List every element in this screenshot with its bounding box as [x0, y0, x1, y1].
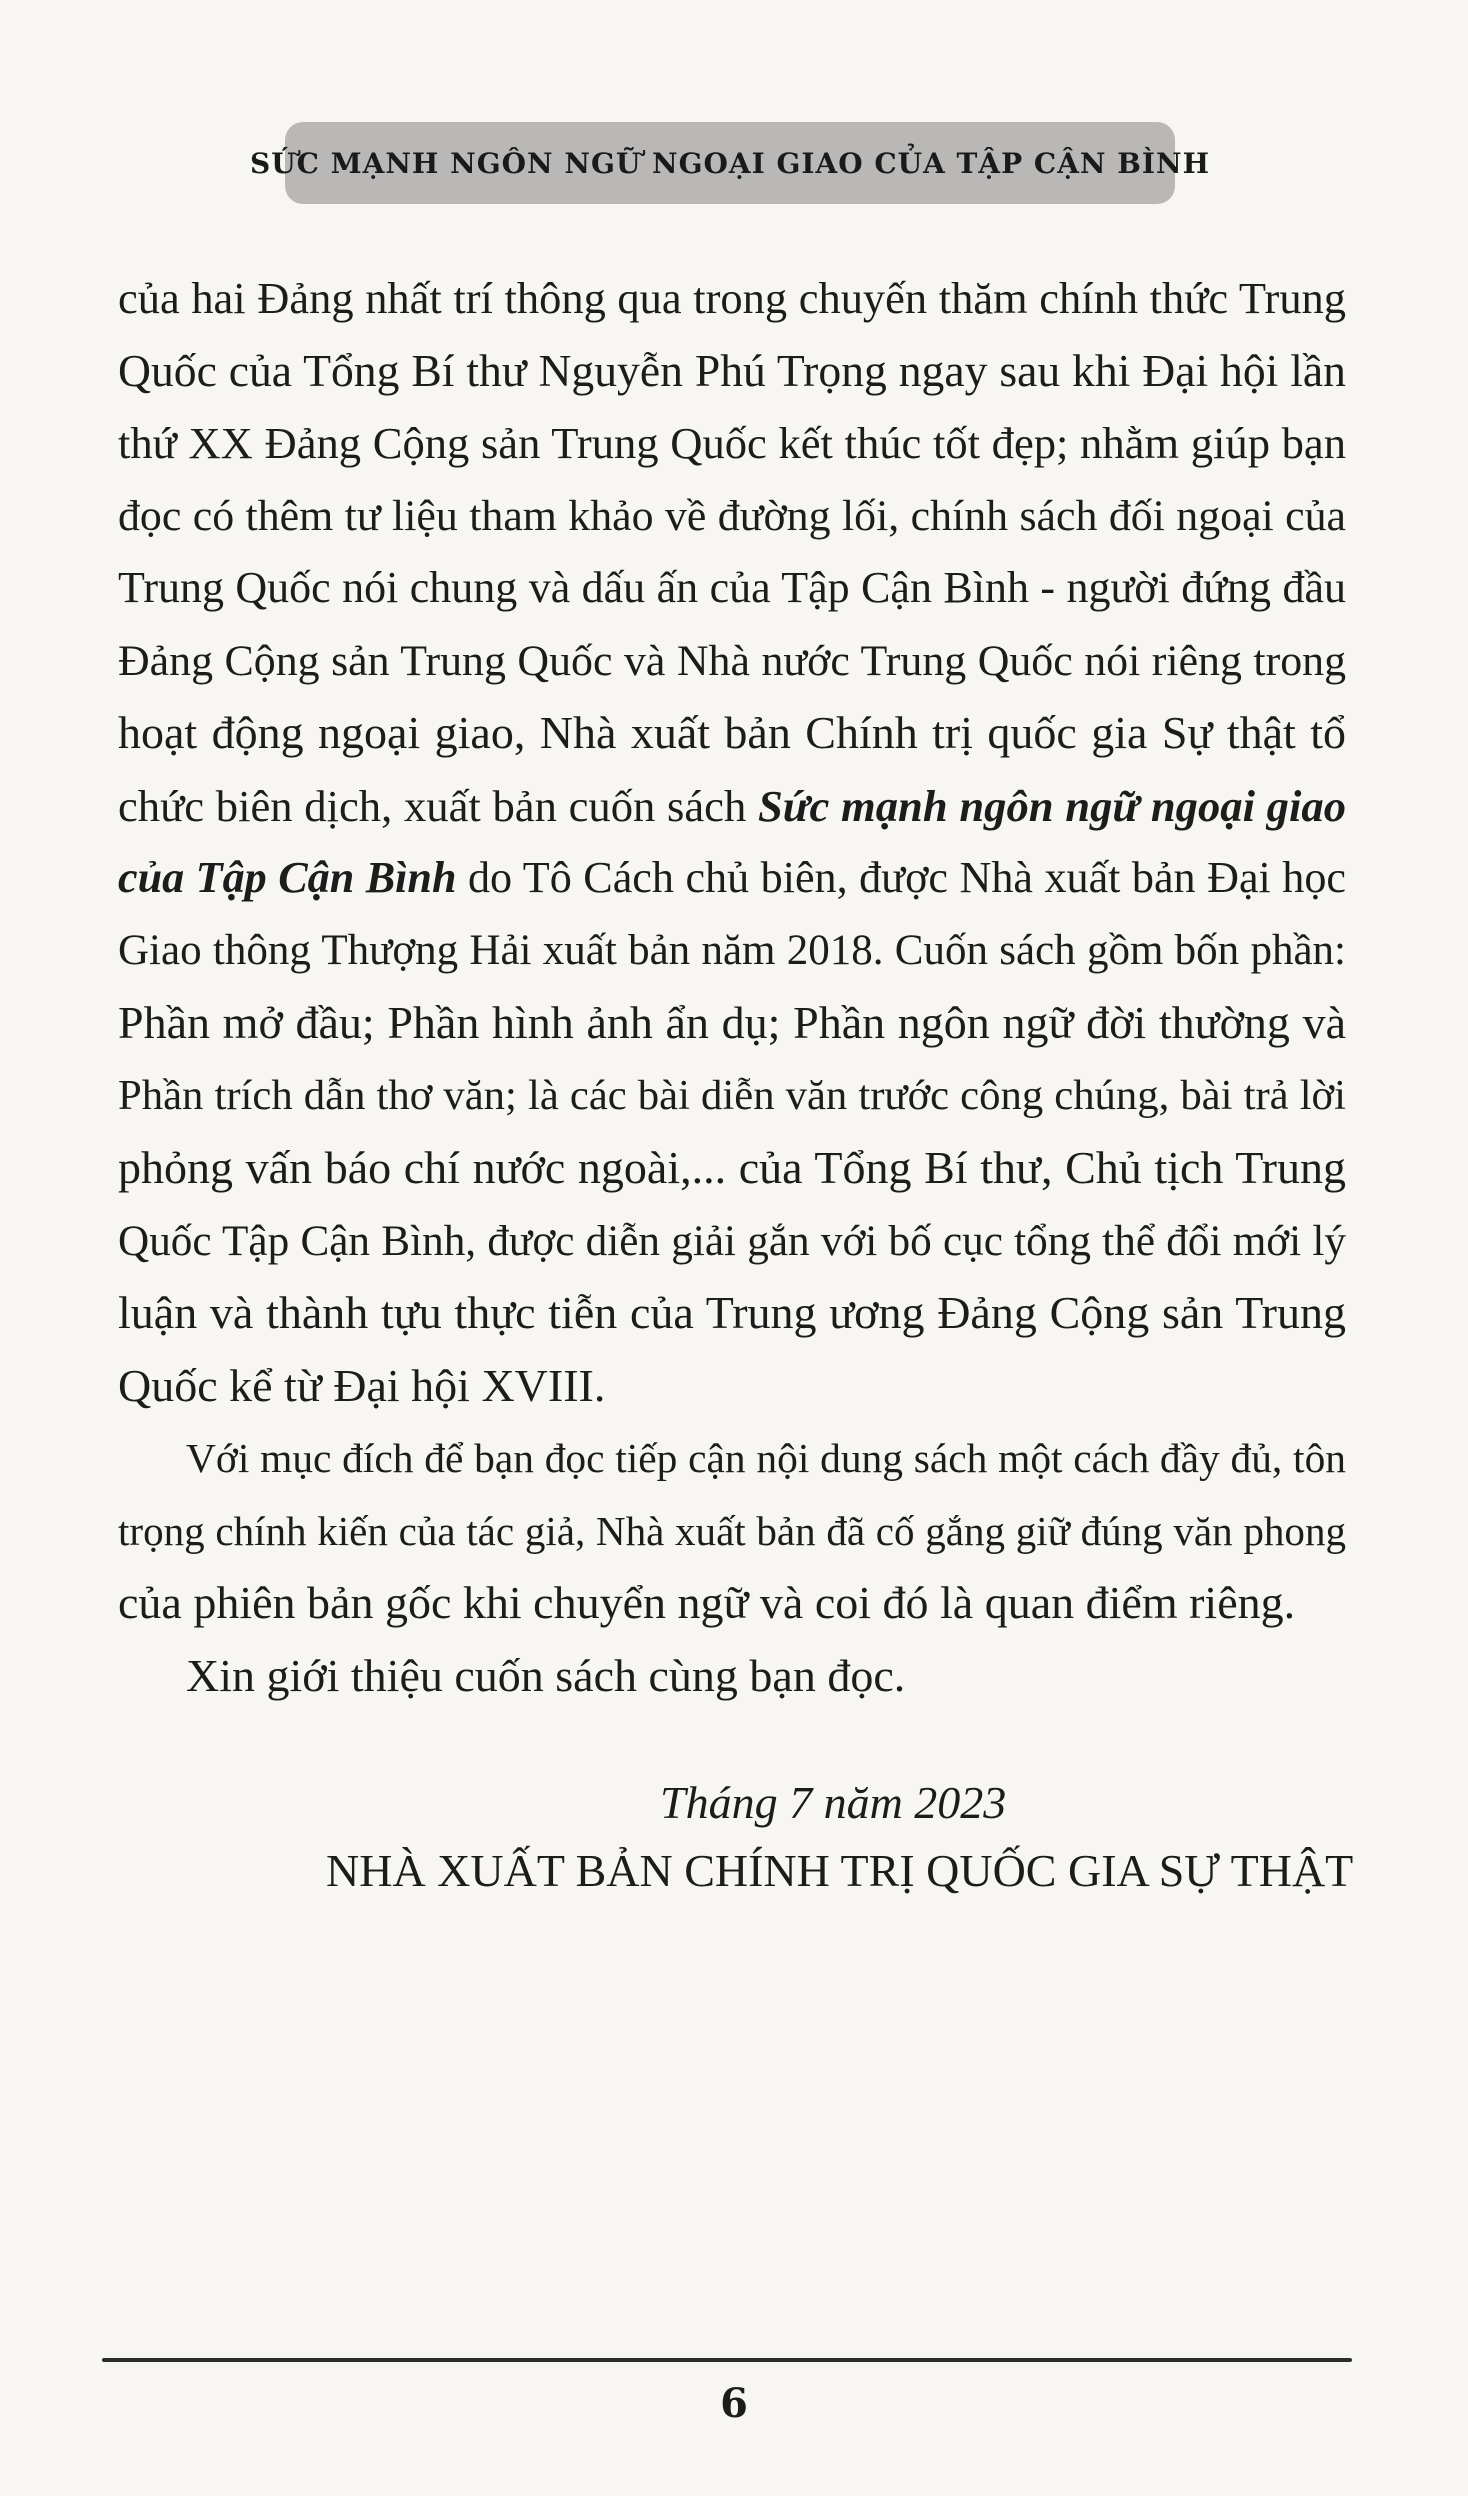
paragraph-2-line: Với mục đích để bạn đọc tiếp cận nội dung sách một cách đầy đủ, tôn	[186, 1435, 1346, 1481]
paragraph-1-line: Trung Quốc nói chung và dấu ấn của Tập Cận Bình - người đứng đầu	[118, 563, 1346, 612]
paragraph-1-line: luận và thành tựu thực tiễn của Trung ương Đảng Cộng sản Trung	[118, 1287, 1346, 1338]
running-header	[249, 122, 1211, 204]
paragraph-1-line: Phần mở đầu; Phần hình ảnh ẩn dụ; Phần ngôn ngữ đời thường và	[118, 997, 1346, 1048]
paragraph-3: Xin giới thiệu cuốn sách cùng bạn đọc.	[186, 1649, 906, 1701]
signature-date: Tháng 7 năm 2023	[660, 1777, 1007, 1828]
book-intro-text: chức biên dịch, xuất bản cuốn sách	[118, 780, 758, 831]
paragraph-1-line: thứ XX Đảng Cộng sản Trung Quốc kết thúc tốt đẹp; nhằm giúp bạn	[118, 418, 1346, 468]
paragraph-2	[118, 1422, 1346, 1640]
paragraph-1-line: Quốc kể từ Đại hội XVIII.	[118, 1359, 606, 1411]
paragraph-1-line: đọc có thêm tư liệu tham khảo về đường lối, chính sách đối ngoại của	[118, 491, 1346, 540]
paragraph-2-line: trọng chính kiến của tác giả, Nhà xuất bản đã cố gắng giữ đúng văn phong	[118, 1507, 1346, 1554]
footer-divider	[102, 2358, 1352, 2362]
book-title-part-2: của Tập Cận Bình	[118, 853, 457, 902]
paragraph-1-line: Quốc Tập Cận Bình, được diễn giải gắn với bố cục tổng thể đổi mới lý	[118, 1216, 1346, 1265]
paragraph-1-line: hoạt động ngoại giao, Nhà xuất bản Chính trị quốc gia Sự thật tổ	[118, 707, 1346, 758]
paragraph-1-line: Giao thông Thượng Hải xuất bản năm 2018. Cuốn sách gồm bốn phần:	[118, 926, 1346, 974]
paragraph-2-line: của phiên bản gốc khi chuyển ngữ và coi đó là quan điểm riêng.	[118, 1577, 1296, 1628]
paragraph-1-line: Đảng Cộng sản Trung Quốc và Nhà nước Trung Quốc nói riêng trong	[118, 636, 1346, 685]
paragraph-1-line: của hai Đảng nhất trí thông qua trong chuyến thăm chính thức Trung	[118, 273, 1346, 323]
paragraph-1-line	[118, 842, 1346, 915]
paragraph-1	[118, 262, 1346, 1422]
paragraph-1-line: Phần trích dẫn thơ văn; là các bài diễn văn trước công chúng, bài trả lời	[118, 1071, 1346, 1119]
signature-publisher: NHÀ XUẤT BẢN CHÍNH TRỊ QUỐC GIA SỰ THẬT	[326, 1845, 1354, 1896]
body-text	[118, 262, 1346, 1712]
paragraph-1-line: phỏng vấn báo chí nước ngoài,... của Tổng Bí thư, Chủ tịch Trung	[118, 1142, 1346, 1193]
paragraph-1-line	[118, 770, 1346, 843]
page-number: 6	[720, 2380, 748, 2427]
paragraph-1-line: Quốc của Tổng Bí thư Nguyễn Phú Trọng ngay sau khi Đại hội lần	[118, 344, 1346, 396]
book-title-part-1: Sức mạnh ngôn ngữ ngoại giao	[758, 780, 1346, 831]
running-header-title: SỨC MẠNH NGÔN NGỮ NGOẠI GIAO CỦA TẬP CẬN BÌNH	[249, 146, 1211, 180]
book-editor-text: do Tô Cách chủ biên, được Nhà xuất bản Đại học	[456, 853, 1346, 902]
